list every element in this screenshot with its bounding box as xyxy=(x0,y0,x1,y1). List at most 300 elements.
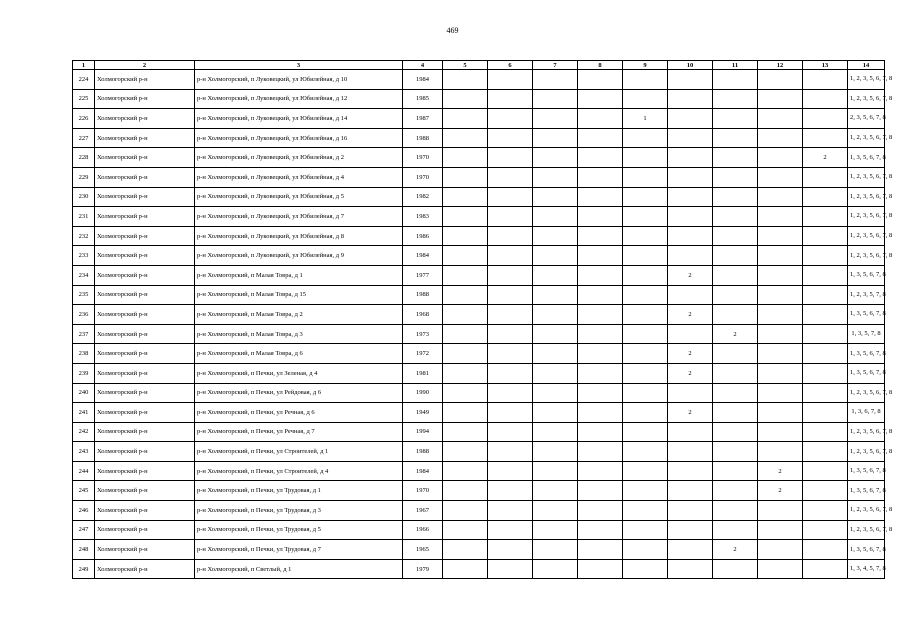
col-12-cell xyxy=(758,383,803,403)
col-9-cell xyxy=(623,461,668,481)
col-13-cell xyxy=(803,246,848,266)
column-header: 7 xyxy=(533,61,578,70)
col-12-cell xyxy=(758,285,803,305)
criteria-codes-cell: 1, 2, 3, 5, 6, 7, 8 xyxy=(848,167,885,187)
col-8-cell xyxy=(578,540,623,560)
column-header: 10 xyxy=(668,61,713,70)
col-11-cell xyxy=(713,285,758,305)
col-7-cell xyxy=(533,305,578,325)
row-number-cell: 239 xyxy=(73,363,95,383)
criteria-codes-cell: 1, 2, 3, 5, 6, 7, 8 xyxy=(848,128,885,148)
col-6-cell xyxy=(488,520,533,540)
col-10-cell xyxy=(668,128,713,148)
col-9-cell xyxy=(623,89,668,109)
year-cell: 1977 xyxy=(403,265,443,285)
col-10-cell: 2 xyxy=(668,403,713,423)
address-cell: р-н Холмогорский, п Печки, ул Речная, д 7 xyxy=(195,422,403,442)
district-cell: Холмогорский р-н xyxy=(95,187,195,207)
col-9-cell: 1 xyxy=(623,109,668,129)
col-11-cell xyxy=(713,246,758,266)
col-8-cell xyxy=(578,520,623,540)
col-9-cell xyxy=(623,520,668,540)
col-13-cell xyxy=(803,461,848,481)
col-11-cell xyxy=(713,442,758,462)
col-6-cell xyxy=(488,422,533,442)
col-7-cell xyxy=(533,285,578,305)
table-row xyxy=(73,540,885,560)
district-cell: Холмогорский р-н xyxy=(95,520,195,540)
address-cell: р-н Холмогорский, п Печки, ул Трудовая, д 5 xyxy=(195,520,403,540)
col-8-cell xyxy=(578,167,623,187)
col-13-cell xyxy=(803,89,848,109)
col-13-cell xyxy=(803,403,848,423)
col-8-cell xyxy=(578,226,623,246)
year-cell: 1984 xyxy=(403,70,443,90)
address-cell: р-н Холмогорский, п Печки, ул Рейдовая, д 6 xyxy=(195,383,403,403)
col-12-cell xyxy=(758,520,803,540)
col-11-cell xyxy=(713,344,758,364)
district-cell: Холмогорский р-н xyxy=(95,70,195,90)
address-cell: р-н Холмогорский, п Печки, ул Речная, д 6 xyxy=(195,403,403,423)
year-cell: 1949 xyxy=(403,403,443,423)
col-5-cell xyxy=(443,559,488,579)
table-row xyxy=(73,109,885,129)
col-11-cell xyxy=(713,265,758,285)
col-10-cell xyxy=(668,285,713,305)
address-cell: р-н Холмогорский, п Луковецкий, ул Юбилейная, д 12 xyxy=(195,89,403,109)
criteria-codes-cell: 1, 3, 5, 6, 7, 8 xyxy=(848,363,885,383)
col-11-cell xyxy=(713,207,758,227)
col-12-cell: 2 xyxy=(758,481,803,501)
registry-table xyxy=(72,60,893,579)
col-10-cell xyxy=(668,109,713,129)
col-13-cell xyxy=(803,226,848,246)
col-6-cell xyxy=(488,265,533,285)
col-13-cell xyxy=(803,344,848,364)
row-number-cell: 225 xyxy=(73,89,95,109)
col-13-cell xyxy=(803,540,848,560)
col-7-cell xyxy=(533,481,578,501)
col-11-cell xyxy=(713,109,758,129)
col-12-cell xyxy=(758,559,803,579)
year-cell: 1972 xyxy=(403,344,443,364)
year-cell: 1982 xyxy=(403,187,443,207)
col-7-cell xyxy=(533,403,578,423)
col-5-cell xyxy=(443,265,488,285)
col-5-cell xyxy=(443,520,488,540)
table-body xyxy=(73,70,893,579)
district-cell: Холмогорский р-н xyxy=(95,285,195,305)
district-cell: Холмогорский р-н xyxy=(95,403,195,423)
district-cell: Холмогорский р-н xyxy=(95,383,195,403)
col-9-cell xyxy=(623,344,668,364)
col-6-cell xyxy=(488,226,533,246)
table-row xyxy=(73,501,885,521)
col-12-cell xyxy=(758,442,803,462)
col-9-cell xyxy=(623,383,668,403)
col-5-cell xyxy=(443,363,488,383)
col-13-cell xyxy=(803,70,848,90)
col-5-cell xyxy=(443,344,488,364)
year-cell: 1990 xyxy=(403,383,443,403)
column-header: 4 xyxy=(403,61,443,70)
criteria-codes-cell: 1, 2, 3, 5, 6, 7, 8 xyxy=(848,89,885,109)
col-13-cell xyxy=(803,481,848,501)
table-row xyxy=(73,246,885,266)
row-number-cell: 233 xyxy=(73,246,95,266)
col-13-cell xyxy=(803,187,848,207)
year-cell: 1973 xyxy=(403,324,443,344)
col-13-cell xyxy=(803,324,848,344)
col-5-cell xyxy=(443,89,488,109)
col-5-cell xyxy=(443,422,488,442)
col-8-cell xyxy=(578,461,623,481)
criteria-codes-cell: 1, 3, 6, 7, 8 xyxy=(848,403,885,423)
criteria-codes-cell: 1, 2, 3, 5, 6, 7, 8 xyxy=(848,501,885,521)
col-11-cell xyxy=(713,481,758,501)
col-9-cell xyxy=(623,246,668,266)
address-cell: р-н Холмогорский, п Малая Товра, д 15 xyxy=(195,285,403,305)
col-6-cell xyxy=(488,363,533,383)
year-cell: 1984 xyxy=(403,461,443,481)
col-12-cell xyxy=(758,148,803,168)
row-number-cell: 245 xyxy=(73,481,95,501)
col-6-cell xyxy=(488,167,533,187)
col-7-cell xyxy=(533,70,578,90)
criteria-codes-cell: 1, 2, 3, 5, 6, 7, 8 xyxy=(848,70,885,90)
district-cell: Холмогорский р-н xyxy=(95,461,195,481)
column-header: 9 xyxy=(623,61,668,70)
col-12-cell xyxy=(758,167,803,187)
col-9-cell xyxy=(623,305,668,325)
col-8-cell xyxy=(578,559,623,579)
col-7-cell xyxy=(533,442,578,462)
col-9-cell xyxy=(623,70,668,90)
col-11-cell xyxy=(713,187,758,207)
col-12-cell xyxy=(758,265,803,285)
district-cell: Холмогорский р-н xyxy=(95,246,195,266)
col-6-cell xyxy=(488,559,533,579)
col-5-cell xyxy=(443,226,488,246)
col-10-cell xyxy=(668,559,713,579)
column-header: 13 xyxy=(803,61,848,70)
col-10-cell xyxy=(668,148,713,168)
district-cell: Холмогорский р-н xyxy=(95,109,195,129)
col-5-cell xyxy=(443,403,488,423)
col-10-cell: 2 xyxy=(668,265,713,285)
criteria-codes-cell: 1, 2, 3, 5, 6, 7, 8 xyxy=(848,226,885,246)
col-8-cell xyxy=(578,207,623,227)
col-8-cell xyxy=(578,128,623,148)
year-cell: 1967 xyxy=(403,501,443,521)
column-header: 1 xyxy=(73,61,95,70)
row-number-cell: 243 xyxy=(73,442,95,462)
col-12-cell: 2 xyxy=(758,461,803,481)
col-10-cell xyxy=(668,481,713,501)
col-8-cell xyxy=(578,344,623,364)
col-11-cell xyxy=(713,501,758,521)
row-number-cell: 242 xyxy=(73,422,95,442)
col-6-cell xyxy=(488,540,533,560)
table-row xyxy=(73,344,885,364)
col-7-cell xyxy=(533,246,578,266)
row-number-cell: 226 xyxy=(73,109,95,129)
col-9-cell xyxy=(623,148,668,168)
row-number-cell: 244 xyxy=(73,461,95,481)
col-7-cell xyxy=(533,148,578,168)
address-cell: р-н Холмогорский, п Луковецкий, ул Юбилейная, д 14 xyxy=(195,109,403,129)
col-7-cell xyxy=(533,540,578,560)
row-number-cell: 238 xyxy=(73,344,95,364)
row-number-cell: 227 xyxy=(73,128,95,148)
table-row xyxy=(73,70,885,90)
criteria-codes-cell: 1, 3, 5, 7, 8 xyxy=(848,324,885,344)
table-row xyxy=(73,265,885,285)
col-12-cell xyxy=(758,187,803,207)
year-cell: 1968 xyxy=(403,305,443,325)
address-cell: р-н Холмогорский, п Луковецкий, ул Юбилейная, д 7 xyxy=(195,207,403,227)
district-cell: Холмогорский р-н xyxy=(95,344,195,364)
col-9-cell xyxy=(623,559,668,579)
district-cell: Холмогорский р-н xyxy=(95,442,195,462)
table-row xyxy=(73,148,885,168)
col-12-cell xyxy=(758,207,803,227)
col-8-cell xyxy=(578,246,623,266)
column-header: 6 xyxy=(488,61,533,70)
col-13-cell xyxy=(803,167,848,187)
col-9-cell xyxy=(623,207,668,227)
col-7-cell xyxy=(533,167,578,187)
table-row xyxy=(73,422,885,442)
col-7-cell xyxy=(533,187,578,207)
col-8-cell xyxy=(578,363,623,383)
col-7-cell xyxy=(533,226,578,246)
criteria-codes-cell: 1, 2, 3, 5, 7, 8 xyxy=(848,285,885,305)
col-13-cell xyxy=(803,422,848,442)
year-cell: 1985 xyxy=(403,89,443,109)
col-6-cell xyxy=(488,305,533,325)
table-row xyxy=(73,207,885,227)
criteria-codes-cell: 1, 2, 3, 5, 6, 7, 8 xyxy=(848,246,885,266)
col-7-cell xyxy=(533,559,578,579)
table-row xyxy=(73,442,885,462)
col-13-cell xyxy=(803,363,848,383)
col-6-cell xyxy=(488,70,533,90)
col-8-cell xyxy=(578,383,623,403)
col-11-cell xyxy=(713,461,758,481)
col-13-cell xyxy=(803,265,848,285)
col-10-cell xyxy=(668,461,713,481)
col-9-cell xyxy=(623,226,668,246)
col-6-cell xyxy=(488,403,533,423)
column-header: 3 xyxy=(195,61,403,70)
col-11-cell: 2 xyxy=(713,324,758,344)
table-row xyxy=(73,128,885,148)
address-cell: р-н Холмогорский, п Печки, ул Строителей, д 4 xyxy=(195,461,403,481)
col-13-cell xyxy=(803,442,848,462)
year-cell: 1986 xyxy=(403,226,443,246)
col-11-cell xyxy=(713,520,758,540)
col-11-cell xyxy=(713,403,758,423)
col-7-cell xyxy=(533,344,578,364)
criteria-codes-cell: 1, 3, 5, 6, 7, 8 xyxy=(848,481,885,501)
criteria-codes-cell: 1, 3, 5, 6, 7, 8 xyxy=(848,148,885,168)
row-number-cell: 229 xyxy=(73,167,95,187)
col-5-cell xyxy=(443,187,488,207)
col-12-cell xyxy=(758,246,803,266)
col-6-cell xyxy=(488,148,533,168)
address-cell: р-н Холмогорский, п Малая Товра, д 1 xyxy=(195,265,403,285)
col-5-cell xyxy=(443,461,488,481)
col-7-cell xyxy=(533,501,578,521)
row-number-cell: 249 xyxy=(73,559,95,579)
year-cell: 1970 xyxy=(403,167,443,187)
row-number-cell: 248 xyxy=(73,540,95,560)
col-11-cell xyxy=(713,167,758,187)
header-row xyxy=(73,61,885,70)
row-number-cell: 241 xyxy=(73,403,95,423)
table-row xyxy=(73,285,885,305)
col-10-cell: 2 xyxy=(668,363,713,383)
table-row xyxy=(73,481,885,501)
col-11-cell xyxy=(713,422,758,442)
table-row xyxy=(73,363,885,383)
year-cell: 1994 xyxy=(403,422,443,442)
col-8-cell xyxy=(578,422,623,442)
col-13-cell xyxy=(803,285,848,305)
col-7-cell xyxy=(533,383,578,403)
col-5-cell xyxy=(443,481,488,501)
year-cell: 1970 xyxy=(403,481,443,501)
col-8-cell xyxy=(578,481,623,501)
col-8-cell xyxy=(578,305,623,325)
table-row xyxy=(73,324,885,344)
col-11-cell xyxy=(713,89,758,109)
year-cell: 1970 xyxy=(403,148,443,168)
col-7-cell xyxy=(533,520,578,540)
col-7-cell xyxy=(533,89,578,109)
table-row xyxy=(73,559,885,579)
col-9-cell xyxy=(623,501,668,521)
criteria-codes-cell: 1, 3, 4, 5, 7, 8 xyxy=(848,559,885,579)
col-7-cell xyxy=(533,109,578,129)
col-9-cell xyxy=(623,167,668,187)
col-10-cell xyxy=(668,383,713,403)
col-11-cell xyxy=(713,305,758,325)
col-10-cell xyxy=(668,422,713,442)
address-cell: р-н Холмогорский, п Малая Товра, д 2 xyxy=(195,305,403,325)
col-7-cell xyxy=(533,422,578,442)
col-9-cell xyxy=(623,128,668,148)
row-number-cell: 234 xyxy=(73,265,95,285)
table-row xyxy=(73,520,885,540)
year-cell: 1965 xyxy=(403,540,443,560)
col-5-cell xyxy=(443,540,488,560)
address-cell: р-н Холмогорский, п Малая Товра, д 6 xyxy=(195,344,403,364)
table-row xyxy=(73,89,885,109)
year-cell: 1988 xyxy=(403,285,443,305)
criteria-codes-cell: 1, 3, 5, 6, 7, 8 xyxy=(848,265,885,285)
col-12-cell xyxy=(758,70,803,90)
col-6-cell xyxy=(488,442,533,462)
col-8-cell xyxy=(578,148,623,168)
col-9-cell xyxy=(623,403,668,423)
row-number-cell: 235 xyxy=(73,285,95,305)
year-cell: 1984 xyxy=(403,246,443,266)
col-8-cell xyxy=(578,70,623,90)
district-cell: Холмогорский р-н xyxy=(95,89,195,109)
col-8-cell xyxy=(578,109,623,129)
col-9-cell xyxy=(623,363,668,383)
col-11-cell xyxy=(713,383,758,403)
col-6-cell xyxy=(488,109,533,129)
col-9-cell xyxy=(623,540,668,560)
district-cell: Холмогорский р-н xyxy=(95,128,195,148)
address-cell: р-н Холмогорский, п Луковецкий, ул Юбилейная, д 2 xyxy=(195,148,403,168)
row-number-cell: 231 xyxy=(73,207,95,227)
row-number-cell: 228 xyxy=(73,148,95,168)
col-10-cell xyxy=(668,520,713,540)
col-13-cell xyxy=(803,520,848,540)
col-9-cell xyxy=(623,442,668,462)
col-6-cell xyxy=(488,207,533,227)
district-cell: Холмогорский р-н xyxy=(95,226,195,246)
row-number-cell: 240 xyxy=(73,383,95,403)
district-cell: Холмогорский р-н xyxy=(95,540,195,560)
col-5-cell xyxy=(443,148,488,168)
col-5-cell xyxy=(443,383,488,403)
col-8-cell xyxy=(578,324,623,344)
col-8-cell xyxy=(578,187,623,207)
col-5-cell xyxy=(443,324,488,344)
col-13-cell: 2 xyxy=(803,148,848,168)
col-5-cell xyxy=(443,109,488,129)
criteria-codes-cell: 1, 2, 3, 5, 6, 7, 8 xyxy=(848,442,885,462)
col-12-cell xyxy=(758,540,803,560)
col-5-cell xyxy=(443,246,488,266)
col-6-cell xyxy=(488,383,533,403)
district-cell: Холмогорский р-н xyxy=(95,207,195,227)
criteria-codes-cell: 1, 3, 5, 6, 7, 8 xyxy=(848,461,885,481)
col-10-cell xyxy=(668,442,713,462)
district-cell: Холмогорский р-н xyxy=(95,265,195,285)
col-10-cell xyxy=(668,324,713,344)
col-9-cell xyxy=(623,422,668,442)
criteria-codes-cell: 1, 3, 5, 6, 7, 8 xyxy=(848,344,885,364)
col-11-cell xyxy=(713,148,758,168)
district-cell: Холмогорский р-н xyxy=(95,481,195,501)
col-10-cell: 2 xyxy=(668,305,713,325)
year-cell: 1979 xyxy=(403,559,443,579)
col-6-cell xyxy=(488,89,533,109)
col-10-cell xyxy=(668,89,713,109)
district-cell: Холмогорский р-н xyxy=(95,324,195,344)
address-cell: р-н Холмогорский, п Малая Товра, д 3 xyxy=(195,324,403,344)
table-row xyxy=(73,461,885,481)
address-cell: р-н Холмогорский, п Луковецкий, ул Юбилейная, д 5 xyxy=(195,187,403,207)
table-row xyxy=(73,403,885,423)
col-13-cell xyxy=(803,109,848,129)
column-header: 11 xyxy=(713,61,758,70)
col-11-cell xyxy=(713,226,758,246)
col-9-cell xyxy=(623,285,668,305)
col-6-cell xyxy=(488,128,533,148)
col-7-cell xyxy=(533,128,578,148)
criteria-codes-cell: 1, 2, 3, 5, 6, 7, 8 xyxy=(848,383,885,403)
col-5-cell xyxy=(443,207,488,227)
col-9-cell xyxy=(623,265,668,285)
col-6-cell xyxy=(488,461,533,481)
